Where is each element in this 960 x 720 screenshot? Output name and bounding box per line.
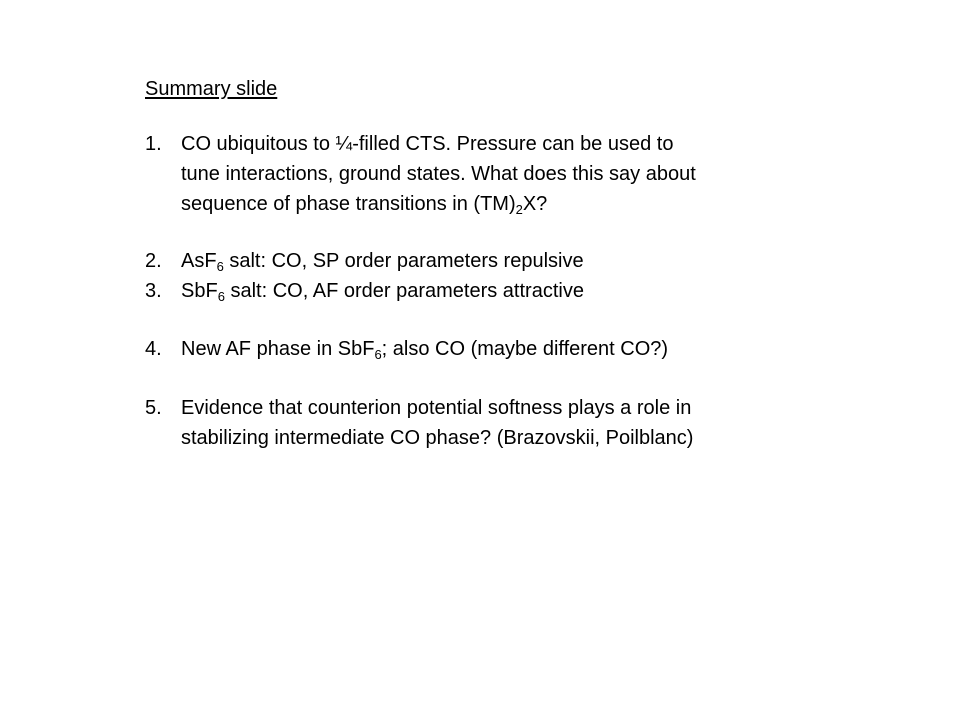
item-line <box>181 276 584 306</box>
subscript: 2 <box>515 202 523 217</box>
subscript: 6 <box>374 347 382 362</box>
item-number: 1. <box>145 133 162 155</box>
item-line <box>181 334 668 364</box>
item-text <box>181 393 693 453</box>
item-number: 2. <box>145 250 162 272</box>
item-text <box>181 246 584 276</box>
item-line <box>181 246 584 276</box>
item-text <box>181 334 668 364</box>
text-fragment: New AF phase in SbF <box>181 338 375 360</box>
text-fragment: salt: CO, AF order parameters attractive <box>224 280 584 302</box>
text-fragment: AsF <box>181 250 217 272</box>
subscript: 6 <box>217 289 225 304</box>
slide-title: Summary slide <box>145 78 278 100</box>
text-fragment: ; also CO (maybe different CO?) <box>381 338 669 360</box>
text-fragment: salt: CO, SP order parameters repulsive <box>223 250 584 272</box>
text-fragment: SbF <box>181 280 218 302</box>
item-number: 5. <box>145 397 162 419</box>
text-fragment: X? <box>522 193 548 215</box>
item-line: CO ubiquitous to ¼-filled CTS. Pressure can be used to <box>181 133 674 155</box>
item-line: tune interactions, ground states. What does this say about <box>181 163 696 185</box>
item-number: 4. <box>145 338 162 360</box>
item-text <box>181 129 696 219</box>
item-line: stabilizing intermediate CO phase? (Brazovskii, Poilblanc) <box>181 427 694 449</box>
subscript: 6 <box>216 259 224 274</box>
item-text <box>181 276 584 306</box>
item-line: Evidence that counterion potential softness plays a role in <box>181 397 692 419</box>
item-line <box>181 189 696 219</box>
item-number: 3. <box>145 280 162 302</box>
text-fragment: sequence of phase transitions in (TM) <box>181 193 516 215</box>
